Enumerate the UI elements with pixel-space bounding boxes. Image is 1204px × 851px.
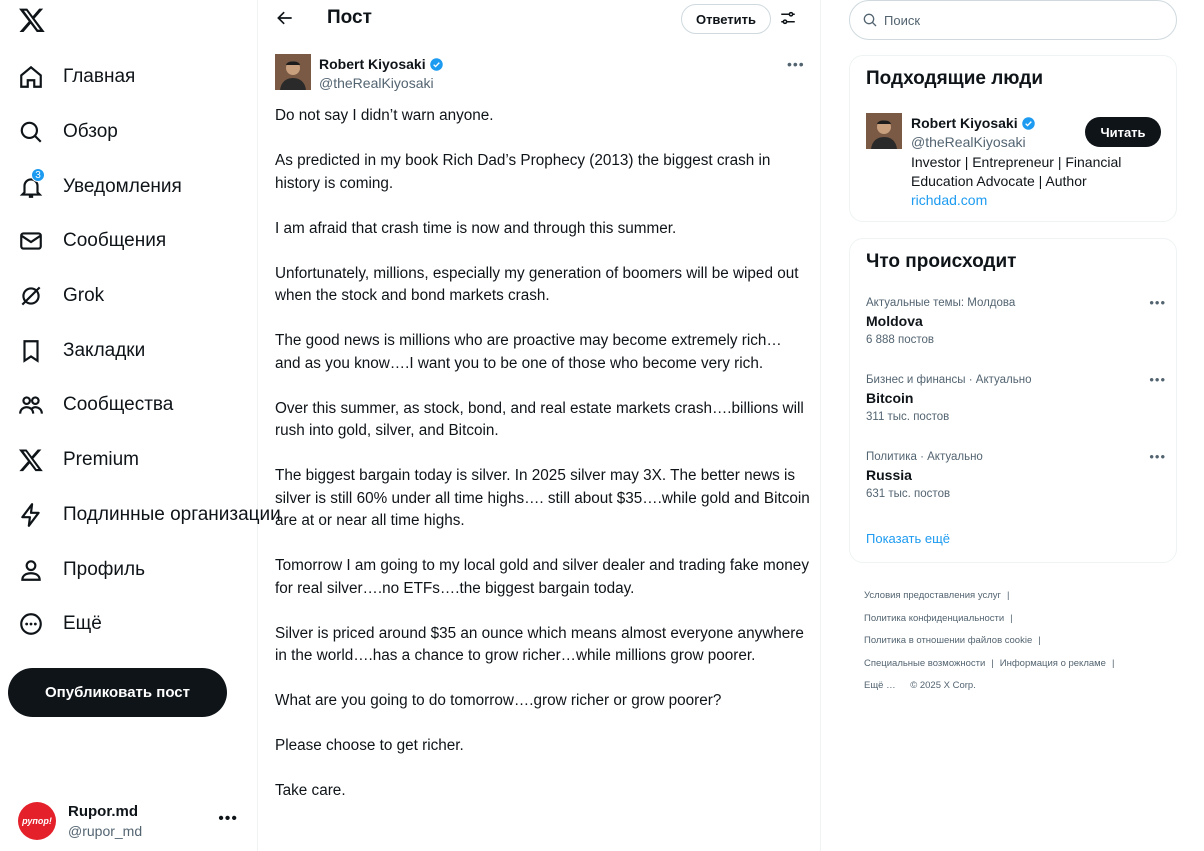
profile-icon [18, 557, 44, 583]
person-handle: @theRealKiyosaki [911, 134, 1026, 150]
person-website-link[interactable]: richdad.com [911, 192, 988, 208]
nav-item-premium[interactable] [18, 433, 250, 488]
publish-post-button[interactable]: Опубликовать пост [8, 668, 227, 717]
post-body [275, 105, 810, 825]
trend-meta: Политика · Актуально [866, 451, 983, 463]
nav-item-explore[interactable] [18, 105, 250, 160]
nav-item-verified-orgs[interactable] [18, 488, 281, 543]
nav-item-notifications[interactable] [18, 159, 250, 214]
nav-item-bookmarks[interactable] [18, 323, 250, 378]
footer-link-accessibility[interactable]: Специальные возможности [864, 657, 986, 669]
trend-name: Bitcoin [866, 390, 914, 406]
post-paragraph: Take care. [275, 782, 346, 799]
mail-icon [18, 228, 44, 254]
nav-label: Уведомления [63, 175, 182, 197]
more-icon[interactable]: ••• [1149, 449, 1166, 464]
trend-count: 6 888 постов [866, 334, 934, 346]
trend-name: Moldova [866, 313, 923, 329]
search-icon [18, 119, 44, 145]
account-name: Rupor.md [68, 803, 138, 820]
follow-button[interactable]: Читать [1085, 117, 1161, 147]
card-title: Что происходит [866, 251, 1017, 272]
search-icon [862, 12, 878, 28]
post-paragraph: Over this summer, as stock, bond, and real estate markets crash….billions will rush into gold, silver, and Bitcoin. [275, 399, 804, 439]
nav-label: Ещё [63, 613, 102, 635]
more-circle-icon [18, 611, 44, 637]
trend-item[interactable] [866, 297, 1166, 346]
trend-name: Russia [866, 467, 912, 483]
card-title: Подходящие люди [866, 68, 1044, 89]
post-paragraph: What are you going to do tomorrow….grow richer or grow poorer? [275, 692, 722, 709]
account-handle: @rupor_md [68, 823, 143, 839]
account-names [68, 803, 142, 839]
nav-label: Premium [63, 449, 140, 471]
author-handle[interactable]: @theRealKiyosaki [319, 75, 434, 91]
grok-icon [18, 283, 44, 309]
nav-item-communities[interactable] [18, 378, 250, 433]
author-name-text: Robert Kiyosaki [319, 56, 426, 72]
trends-card [849, 238, 1177, 563]
trend-count: 311 тыс. постов [866, 411, 950, 423]
x-logo-icon [18, 447, 44, 473]
more-icon[interactable]: ••• [1149, 372, 1166, 387]
post-paragraph: Silver is priced around $35 an ounce which means almost everyone anywhere in the world….has a chance to grow richer…while millions grow poorer. [275, 624, 804, 664]
nav-item-grok[interactable] [18, 269, 250, 324]
left-sidebar [0, 0, 281, 851]
avatar: рупор! [18, 802, 56, 840]
reply-button[interactable]: Ответить [681, 4, 771, 34]
nav-label: Закладки [63, 339, 146, 361]
nav-item-messages[interactable] [18, 214, 250, 269]
lightning-icon [18, 502, 44, 528]
back-arrow-icon[interactable] [275, 8, 295, 28]
post-paragraph: As predicted in my book Rich Dad’s Prophecy (2013) the biggest crash in history is coming. [275, 152, 771, 192]
x-logo-icon[interactable] [18, 6, 46, 34]
post-paragraph: The good news is millions who are proactive may become extremely rich… and as you know….I want you to be one of those who become very rich. [275, 332, 782, 372]
more-icon[interactable]: ••• [218, 810, 238, 827]
post-author[interactable] [275, 54, 444, 94]
footer-link-cookies[interactable]: Политика в отношении файлов cookie [864, 635, 1033, 646]
notification-badge: 3 [31, 168, 45, 182]
footer-link-privacy[interactable]: Политика конфиденциальности [864, 612, 1005, 624]
avatar[interactable] [866, 113, 902, 149]
trend-meta: Бизнес и финансы · Актуально [866, 374, 1032, 386]
post-paragraph: Do not say I didn’t warn anyone. [275, 107, 494, 124]
post-header [259, 0, 821, 38]
nav-label: Профиль [63, 558, 146, 580]
nav-item-home[interactable] [18, 50, 250, 105]
more-icon[interactable]: ••• [787, 56, 805, 72]
main-nav [18, 50, 281, 652]
post-paragraph: The biggest bargain today is silver. In 2025 silver may 3X. The better news is silver is still 60% under all time highs…. still about $35….while gold and Bitcoin are at or near all time highs. [275, 467, 810, 529]
show-more-link[interactable]: Показать ещё [866, 531, 951, 546]
nav-label: Подлинные организации [63, 503, 281, 525]
footer-link-ads-info[interactable]: Информация о рекламе [999, 657, 1106, 669]
home-icon [18, 64, 44, 90]
trend-item[interactable] [866, 451, 1166, 500]
bell-icon [18, 169, 44, 200]
verified-badge-icon [1021, 116, 1036, 131]
nav-label: Главная [63, 66, 136, 88]
nav-label: Сообщения [63, 230, 167, 252]
more-icon[interactable]: ••• [1149, 295, 1166, 310]
bookmark-icon [18, 338, 44, 364]
copyright: © 2025 X Corp. [910, 680, 976, 691]
person-name-text: Robert Kiyosaki [911, 115, 1018, 131]
search-box[interactable] [849, 0, 1177, 40]
communities-icon [18, 392, 44, 418]
post-paragraph: Tomorrow I am going to my local gold and silver dealer and trading fake money for real silver….no ETFs….the biggest bargain today. [275, 557, 809, 597]
post-paragraph: Please choose to get richer. [275, 737, 464, 754]
nav-label: Обзор [63, 121, 118, 143]
sliders-icon[interactable] [779, 9, 797, 27]
page-title: Пост [327, 7, 372, 28]
trend-meta: Актуальные темы: Молдова [866, 297, 1016, 309]
avatar[interactable] [275, 54, 311, 90]
nav-item-profile[interactable] [18, 542, 250, 597]
author-name[interactable] [319, 56, 444, 72]
verified-badge-icon [429, 57, 444, 72]
who-to-follow-card [849, 55, 1177, 222]
author-names [319, 54, 444, 94]
nav-label: Grok [63, 285, 105, 307]
trend-count: 631 тыс. постов [866, 488, 951, 500]
post-paragraph: Unfortunately, millions, especially my generation of boomers will be wiped out when the stock and bond markets crash. [275, 264, 799, 304]
footer-link-terms[interactable]: Условия предоставления услуг [864, 590, 1001, 601]
trend-item[interactable] [866, 374, 1166, 423]
nav-label: Сообщества [63, 394, 174, 416]
search-input[interactable] [884, 13, 1164, 28]
account-switcher[interactable] [18, 798, 248, 844]
person-bio: Investor | Entrepreneur | Financial Education Advocate | Author [911, 154, 1122, 189]
nav-item-more[interactable] [18, 597, 250, 652]
post-paragraph: I am afraid that crash time is now and through this summer. [275, 219, 677, 237]
footer-links: Условия предоставления услуг | Политика конфиденциальности | Политика в отношении файлов cookie | Специальные возможности | Информация о рекламе | Ещё … © 2025 X Corp. [864, 590, 1115, 691]
footer-link-more[interactable]: Ещё … [864, 680, 896, 691]
main-column [259, 0, 821, 851]
